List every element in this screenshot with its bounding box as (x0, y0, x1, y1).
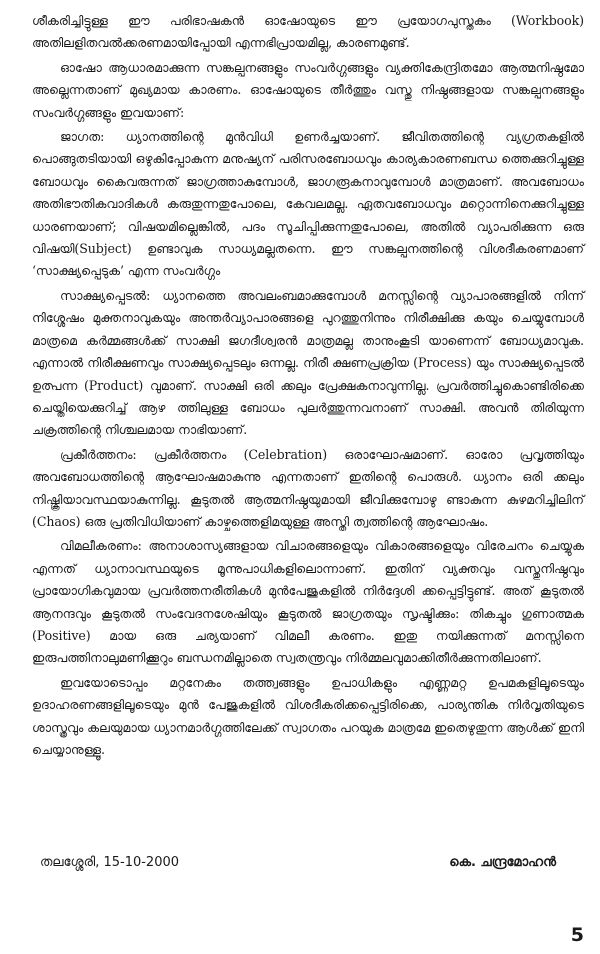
page-number: 5 (570, 924, 584, 946)
paragraph-prakeerthanam: പ്രകീര്‍ത്തനം: പ്രകീര്‍ത്തനം (Celebration) ഒരാഘോഷമാണ്. ഓരോ പ്രവൃത്തിയും അവബോധത്തിന്റെ ആഘോഷമാകുന്നു എന്നതാണ് ഇതിന്റെ പൊരുള്‍. ധ്യാനം ഒരി ക്കലും നിഷ്ക്രിയാവസ്ഥയാകുന്നില്ല. കൂടുതല്‍ ആത്മനിഷ്ഠയുമായി ജീവിക്കുമ്പോഴു ണ്ടാകുന്ന കുഴമറിച്ചിലിന് (Chaos) ഒരു പ്രതിവിധിയാണ് കാഴ്ചത്തെളിമയുള്ള അസ്തി ത്വത്തിന്റെ ആഘോഷം. (32, 446, 584, 529)
paragraph-jagrata: ജാഗത: ധ്യാനത്തിന്റെ മുന്‍വിധി ഉണര്‍ച്ചയാണ്. ജീവിതത്തിന്റെ വ്യഗ്രതകളില്‍ പൊങ്ങുതടിയായി ഒഴുകിപ്പോകുന്ന മനുഷ്യന് പരിസരബോധവും കാര്യകാരണബന്ധ ത്തെക്കുറിച്ചുള്ള ബോധവും കൈവരുന്നത് ജാഗ്രത്താകുമ്പോള്‍, ജാഗരൂകനാവുമ്പോള്‍ മാത്രമാണ്. അവബോധം അതിഭൗതികവാദികള്‍ കരുതുന്നതുപോലെ, കേവലമല്ല. ഏതവബോധവും മറ്റൊന്നിനെക്കുറിച്ചുള്ള ധാരണയാണ്; വിഷയമില്ലെങ്കില്‍, പദം സൂചിപ്പിക്കുന്നതുപോലെ, അതില്‍ വ്യാപരിക്കുന്ന ഒരു വിഷയി(Subject) ഉണ്ടാവുക സാധ്യമല്ലതന്നെ. ഈ സങ്കല്പനത്തിന്റെ വിശദീകരണമാണ് ‘സാക്ഷ്യപ്പെടുക’ എന്ന സംവര്‍ഗ്ഗം (32, 129, 584, 279)
place-date: തലശ്ശേരി, 15-10-2000 (40, 855, 180, 870)
document-body (32, 10, 584, 761)
signature-line (40, 855, 570, 870)
author-name: കെ. ചന്ദ്രമോഹന്‍ (449, 855, 556, 870)
paragraph-vimaleekaranam: വിമലീകരണം: അനാശാസ്യങ്ങളായ വിചാരങ്ങളെയും വികാരങ്ങളെയും വിരേചനം ചെയ്യുക എന്നത് ധ്യാനാവസ്ഥയുടെ മൂന്നുപാധികളിലൊന്നാണ്. ഇതിന് വ്യക്തവും വസ്തുനിഷ്ഠവും പ്രായോഗികവുമായ പ്രവര്‍ത്തനരീതികള്‍ മുന്‍പേജുകളില്‍ നിര്‍ദ്ദേശി ക്കപ്പെട്ടിട്ടുണ്ട്. അത് കൂടുതല്‍ ആനന്ദവും കൂടുതല്‍ സംവേദനശേഷിയും കൂടുതല്‍ ജാഗ്രതയും സൃഷ്ടിക്കും: തികച്ചും ഗുണാത്മക (Positive) മായ ഒരു ചര്യയാണ് വിമലീ കരണം. ഇതു നയിക്കുന്നത് മനസ്സിനെ ഇരുപത്തിനാലുമണിക്കൂറും ബന്ധനമില്ലാതെ സ്വതന്ത്രവും നിര്‍മ്മലവുമാക്കിതീര്‍ക്കുന്നതിലാണ്. (32, 538, 584, 666)
paragraph-closing: ഇവയോടൊപ്പം മറ്റനേകം തത്ത്വങ്ങളും ഉപാധികളും എണ്ണമറ്റ ഉപമകളിലൂടെയും ഉദാഹരണങ്ങളിലൂടെയും മുന്‍ പേജുകളില്‍ വിശദീകരിക്കപ്പെട്ടിരിക്കെ, പാര്യന്തിക നിര്‍വൃതിയുടെ ശാസ്ത്രവും കലയുമായ ധ്യാനമാര്‍ഗ്ഗത്തിലേക്ക് സ്വാഗതം പറയുക മാത്രമേ ഇതെഴുതുന്ന ആള്‍ക്ക് ഇനി ചെയ്യാനുള്ളൂ. (32, 674, 584, 757)
paragraph-2: ഓഷോ ആധാരമാക്കുന്ന സങ്കല്പനങ്ങളും സംവര്‍ഗ്ഗങ്ങളും വ്യക്തികേന്ദ്രിതമോ ആത്മനിഷ്ഠമോ അല്ലെന്നതാണ് മുഖ്യമായ കാരണം. ഓഷോയുടെ തീര്‍ത്തും വസ്തു നിഷ്ഠങ്ങളായ സങ്കല്പനങ്ങളും സംവര്‍ഗ്ഗങ്ങളും ഇവയാണ്: (32, 59, 584, 120)
paragraph-sakshyappedal: സാക്ഷ്യപ്പെടല്‍: ധ്യാനത്തെ അവലംബമാക്കുമ്പോള്‍ മനസ്സിന്റെ വ്യാപാരങ്ങളില്‍ നിന്ന് നിശ്ശേഷം മുക്തനാവുകയും അന്തര്‍വ്യാപാരങ്ങളെ പുറത്തുനിന്നും നിരീക്ഷിക്കു കയും ചെയ്യുമ്പോള്‍ മാത്രമെ കര്‍മ്മങ്ങള്‍ക്ക് സാക്ഷി ജഗദീശ്വരന്‍ മാത്രമല്ല താനുംകൂടി യാണെന്ന് ബോധ്യമാവുക. എന്നാല്‍ നിരീക്ഷണവും സാക്ഷ്യപ്പെടലും ഒന്നല്ല. നിരീ ക്ഷണപ്രക്രിയ (Process) യും സാക്ഷ്യപ്പെടല്‍ ഉത്പന്ന (Product) വുമാണ്. സാക്ഷി ഒരി ക്കലും പ്രേക്ഷകനാവുന്നില്ല. പ്രവര്‍ത്തിച്ചുകൊണ്ടിരിക്കെ ചെയ്തിയെക്കുറിച്ച് ആഴ ത്തിലുള്ള ബോധം പുലര്‍ത്തുന്നവനാണ് സാക്ഷി. അവന്‍ തിരിയുന്ന ചക്രത്തിന്റെ നിശ്ചലമായ നാഭിയാണ്. (32, 287, 584, 438)
paragraph-1: ശീകരിച്ചിട്ടുള്ള ഈ പരിഭാഷകന്‍ ഓഷോയുടെ ഈ പ്രയോഗപുസ്തകം (Workbook) അതിലളിതവല്‍ക്കരണമായിപ്പോയി എന്നഭിപ്രായമില്ല, കാരണമുണ്ട്. (32, 13, 584, 51)
